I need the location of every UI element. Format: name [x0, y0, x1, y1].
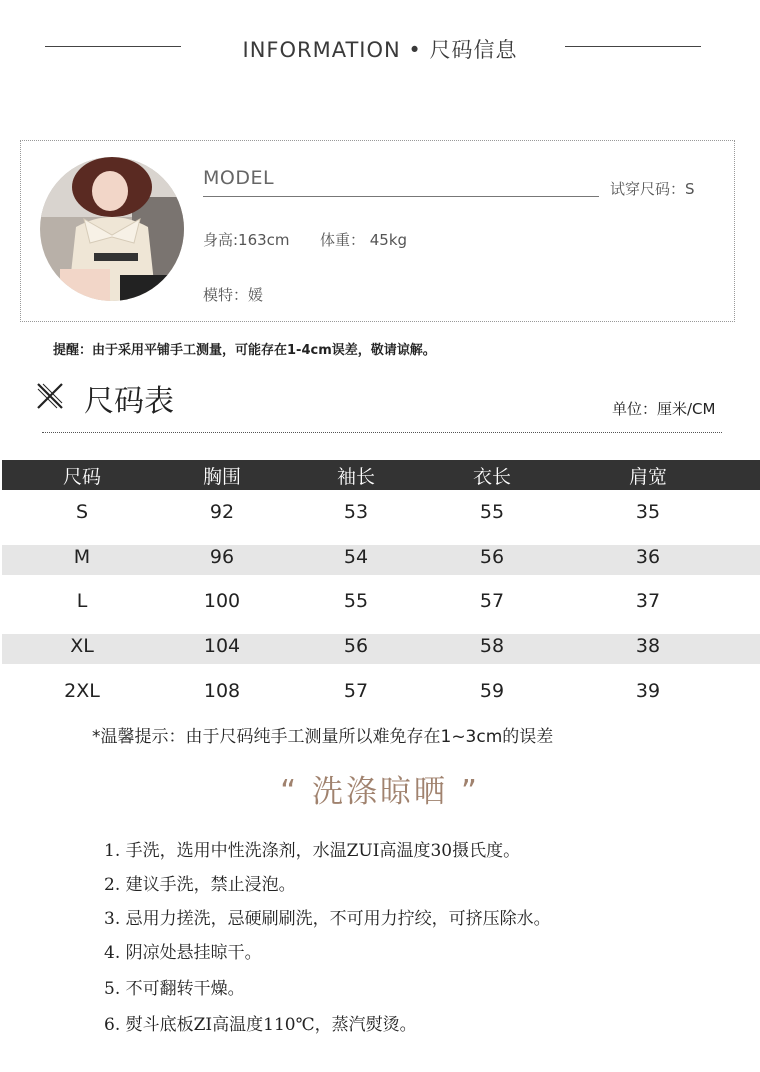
unit-label: 单位：厘米/CM [612, 400, 716, 418]
washing-item: 2. 建议手洗，禁止浸泡。 [104, 875, 296, 895]
table-header-cell: 胸围 [202, 465, 242, 488]
table-note: *温馨提示：由于尺码纯手工测量所以难免存在1~3cm的误差 [92, 727, 554, 747]
table-header-row [2, 460, 760, 490]
table-cell: 54 [343, 545, 369, 568]
table-cell: XL [70, 635, 94, 658]
cross-icon [34, 380, 66, 412]
table-cell: 104 [203, 635, 241, 658]
table-cell: 56 [343, 635, 369, 658]
table-header-cell: 肩宽 [628, 465, 668, 488]
dotted-divider [42, 432, 722, 433]
table-cell: 53 [343, 501, 369, 524]
table-row [2, 535, 760, 580]
table-cell: 59 [479, 679, 505, 702]
washing-item: 3. 忌用力搓洗，忌硬刷刷洗，不可用力拧绞，可挤压除水。 [104, 909, 551, 929]
table-cell: 38 [635, 635, 661, 658]
table-cell: 96 [209, 545, 235, 568]
model-name: 模特：媛 [203, 286, 264, 304]
page-title: INFORMATION • 尺码信息 [242, 38, 518, 62]
table-cell: S [75, 501, 89, 524]
model-height: 身高:163cm [203, 231, 290, 249]
model-weight: 体重： 45kg [320, 231, 408, 249]
table-cell: 2XL [64, 679, 100, 702]
model-underline [203, 196, 599, 197]
table-row [2, 579, 760, 624]
washing-item: 5. 不可翻转干燥。 [104, 979, 245, 999]
table-row [2, 624, 760, 669]
table-cell: M [73, 545, 91, 568]
size-table [2, 460, 760, 713]
size-chart-title: 尺码表 [84, 384, 174, 419]
table-cell: 55 [343, 590, 369, 613]
model-label: MODEL [203, 167, 275, 189]
model-photo [40, 157, 184, 301]
table-header-cell: 尺码 [62, 465, 102, 488]
table-row [2, 668, 760, 713]
washing-item: 4. 阴凉处悬挂晾干。 [104, 943, 262, 963]
table-header-cell: 衣长 [472, 465, 512, 488]
table-cell: 36 [635, 545, 661, 568]
washing-item: 1. 手洗，选用中性洗涤剂，水温ZUI高温度30摄氏度。 [104, 841, 521, 861]
table-row [2, 490, 760, 535]
table-cell: 37 [635, 590, 661, 613]
tryon-size: 试穿尺码：S [610, 180, 695, 198]
table-cell: 56 [479, 545, 505, 568]
table-cell: 55 [479, 501, 505, 524]
washing-item: 6. 熨斗底板ZI高温度110℃，蒸汽熨烫。 [104, 1015, 417, 1035]
table-header-cell: 袖长 [336, 465, 376, 488]
table-cell: 100 [203, 590, 241, 613]
table-cell: 108 [203, 679, 241, 702]
table-cell: 92 [209, 501, 235, 524]
table-cell: L [76, 590, 88, 613]
table-cell: 57 [479, 590, 505, 613]
table-cell: 58 [479, 635, 505, 658]
measurement-reminder: 提醒：由于采用平铺手工测量，可能存在1-4cm误差，敬请谅解。 [53, 343, 436, 358]
table-cell: 57 [343, 679, 369, 702]
washing-title: “ 洗涤晾晒 ” [280, 774, 480, 810]
table-cell: 39 [635, 679, 661, 702]
table-cell: 35 [635, 501, 661, 524]
